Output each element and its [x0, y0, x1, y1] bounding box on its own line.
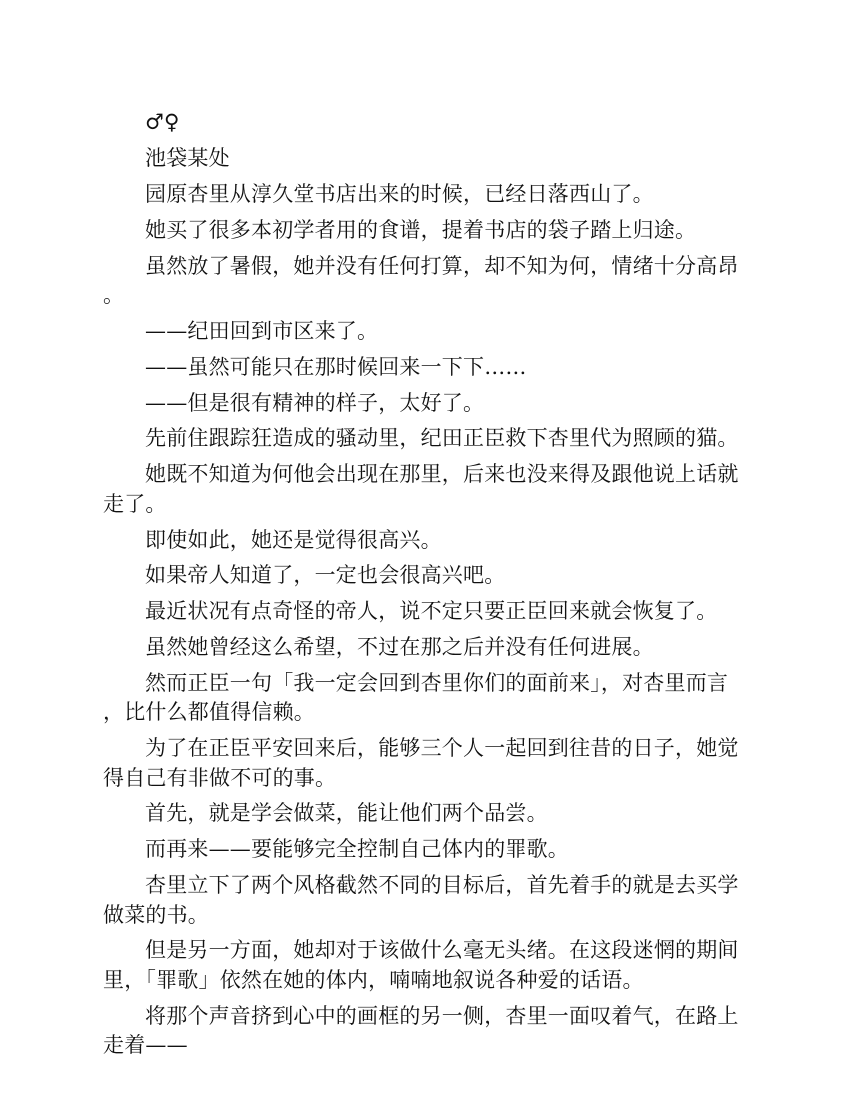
paragraph: ——但是很有精神的样子，太好了。	[145, 390, 485, 415]
paragraph: 然而正臣一句「我一定会回到杏里你们的面前来」，对杏里而言，比什么都值得信赖。	[103, 671, 729, 725]
paragraph: 将那个声音挤到心中的画框的另一侧，杏里一面叹着气，在路上走着——	[103, 1003, 739, 1057]
location-heading: 池袋某处	[145, 145, 230, 170]
paragraph: 即使如此，她还是觉得很高兴。	[145, 527, 442, 552]
paragraph: ——虽然可能只在那时候回来一下下……	[145, 354, 527, 379]
scene-break-symbol: ♂♀	[145, 110, 180, 134]
document-page	[103, 108, 747, 1067]
paragraph: 先前住跟踪狂造成的骚动里，纪田正臣救下杏里代为照顾的猫。	[145, 426, 739, 451]
paragraph: 杏里立下了两个风格截然不同的目标后，首先着手的就是去买学做菜的书。	[103, 873, 739, 927]
paragraph: 而再来——要能够完全控制自己体内的罪歌。	[145, 837, 569, 862]
paragraph: 最近状况有点奇怪的帝人，说不定只要正臣回来就会恢复了。	[145, 599, 718, 624]
paragraph: 她既不知道为何他会出现在那里，后来也没来得及跟他说上话就走了。	[103, 462, 739, 516]
paragraph: 虽然放了暑假，她并没有任何打算，却不知为何，情绪十分高昂。	[103, 253, 739, 307]
paragraph: 但是另一方面，她却对于该做什么毫无头绪。在这段迷惘的期间里，「罪歌」依然在她的体内，喃喃地叙说各种爱的话语。	[103, 938, 739, 992]
paragraph: 如果帝人知道了，一定也会很高兴吧。	[145, 563, 506, 588]
paragraph: 首先，就是学会做菜，能让他们两个品尝。	[145, 801, 548, 826]
paragraph: ——纪田回到市区来了。	[145, 318, 379, 343]
paragraph: 虽然她曾经这么希望，不过在那之后并没有任何进展。	[145, 635, 654, 660]
paragraph: 为了在正臣平安回来后，能够三个人一起回到往昔的日子，她觉得自己有非做不可的事。	[103, 736, 739, 790]
paragraph: 园原杏里从淳久堂书店出来的时候，已经日落西山了。	[145, 181, 654, 206]
paragraph: 她买了很多本初学者用的食谱，提着书店的袋子踏上归途。	[145, 217, 697, 242]
